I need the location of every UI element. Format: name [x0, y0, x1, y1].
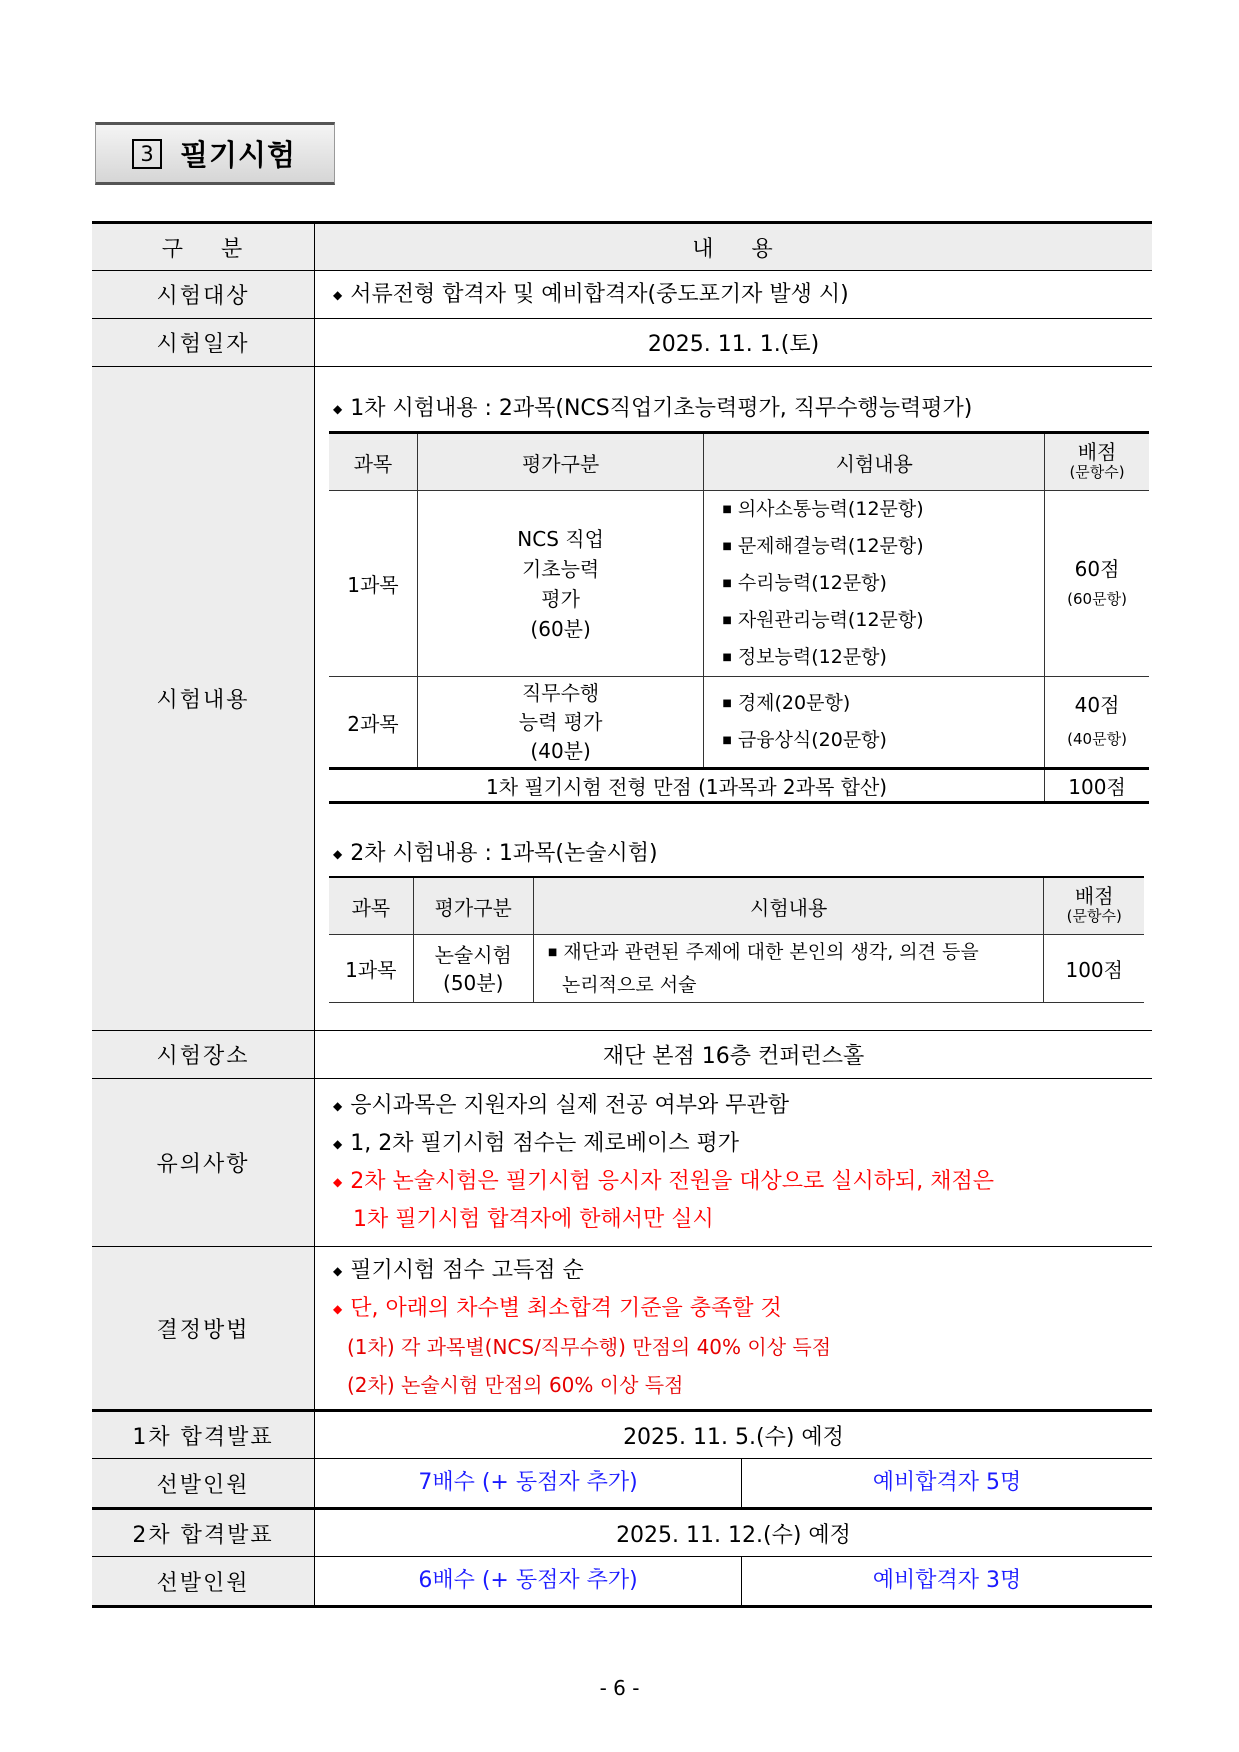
list-item: ■ 자원관리능력(12문항) [722, 609, 924, 631]
list-item: ■ 정보능력(12문항) [722, 646, 887, 668]
select1-values [315, 1459, 1153, 1509]
list-item: ■ 의사소통능력(12문항) [722, 498, 924, 520]
decision-label: 결정방법 [92, 1247, 315, 1411]
diamond-bullet-icon: ◆ [333, 1174, 343, 1189]
header-content: 내 용 [315, 223, 1153, 271]
place-value: 재단 본점 16층 컨퍼런스홀 [315, 1031, 1153, 1079]
diamond-bullet-icon: ◆ [333, 402, 343, 416]
exam1-header-row [329, 433, 1149, 491]
exam1-subject2-score: 40점 (40문항) [1045, 677, 1149, 769]
exam2-subject1-name: 1과목 [329, 935, 413, 1003]
result2-label: 2차 합격발표 [92, 1509, 315, 1557]
date-value: 2025. 11. 1.(토) [315, 319, 1153, 367]
select2-values [315, 1557, 1153, 1607]
list-item-continuation: 논리적으로 서술 [561, 973, 697, 996]
exam2-col-category: 평가구분 [413, 877, 533, 935]
exam1-total-row [329, 769, 1149, 803]
list-item: ■ 금융상식(20문항) [722, 729, 887, 751]
exam2-col-content: 시험내용 [533, 877, 1044, 935]
exam1-subject1-score: 60점 (60문항) [1045, 491, 1149, 677]
select1-right: 예비합격자 5명 [872, 1470, 1022, 1495]
result1-label: 1차 합격발표 [92, 1411, 315, 1459]
result1-value: 2025. 11. 5.(수) 예정 [315, 1411, 1153, 1459]
exam2-subject1-row [329, 935, 1144, 1003]
diamond-bullet-icon: ◆ [333, 287, 343, 302]
exam1-total-label: 1차 필기시험 전형 만점 (1과목과 2과목 합산) [329, 769, 1045, 803]
exam1-col-content: 시험내용 [704, 433, 1045, 491]
decision-red-item: ◆ 단, 아래의 차수별 최소합격 기준을 충족할 것 [333, 1296, 782, 1321]
select1-label: 선발인원 [92, 1459, 315, 1509]
notes-item: ◆ 1, 2차 필기시험 점수는 제로베이스 평가 [333, 1130, 739, 1156]
result2-row [92, 1509, 1152, 1557]
exam2-title: ◆ 2차 시험내용 : 1과목(논술시험) [333, 841, 658, 866]
diamond-bullet-icon: ◆ [333, 847, 343, 861]
exam2-header-row [329, 877, 1144, 935]
decision-content [315, 1247, 1153, 1411]
target-row [92, 271, 1152, 319]
diamond-bullet-icon: ◆ [333, 1302, 343, 1316]
header-row [92, 223, 1152, 271]
notes-content [315, 1079, 1153, 1247]
diamond-bullet-icon: ◆ [333, 1136, 343, 1151]
notes-red-item-continuation: 1차 필기시험 합격자에 한해서만 실시 [353, 1206, 714, 1232]
decision-sub1: (1차) 각 과목별(NCS/직무수행) 만점의 40% 이상 득점 [347, 1335, 832, 1359]
decision-item: ◆ 필기시험 점수 고득점 순 [333, 1258, 584, 1283]
list-item: ■ 문제해결능력(12문항) [722, 535, 924, 557]
list-item: ■ 재단과 관련된 주제에 대한 본인의 생각, 의견 등을 [547, 940, 979, 963]
exam1-col-score: 배점 (문항수) [1045, 433, 1149, 491]
exam2-subject1-score: 100점 [1044, 935, 1144, 1003]
exam1-subject1-name: 1과목 [329, 491, 417, 677]
result1-row [92, 1411, 1152, 1459]
exam2-table [329, 876, 1144, 1003]
exam2-col-score: 배점 (문항수) [1044, 877, 1144, 935]
content-label: 시험내용 [92, 367, 315, 1031]
section-number: 3 [132, 139, 162, 169]
exam2-col-subject: 과목 [329, 877, 413, 935]
diamond-bullet-icon: ◆ [333, 1098, 343, 1113]
select1-row [92, 1459, 1152, 1509]
place-row [92, 1031, 1152, 1079]
exam2-subject1-items [533, 935, 1044, 1003]
notes-label: 유의사항 [92, 1079, 315, 1247]
target-value: ◆ 서류전형 합격자 및 예비합격자(중도포기자 발생 시) [315, 271, 1153, 319]
exam1-subject1-category: NCS 직업 기초능력 평가 (60분) [417, 491, 704, 677]
exam1-subject1-row [329, 491, 1149, 677]
exam1-subject2-items [704, 677, 1045, 769]
result2-value: 2025. 11. 12.(수) 예정 [315, 1509, 1153, 1557]
content-cell [315, 367, 1153, 1031]
notes-red-item: ◆ 2차 논술시험은 필기시험 응시자 전원을 대상으로 실시하되, 채점은 [333, 1168, 994, 1194]
exam1-subject2-name: 2과목 [329, 677, 417, 769]
list-item: ■ 수리능력(12문항) [722, 572, 887, 594]
select2-label: 선발인원 [92, 1557, 315, 1607]
select2-left: 6배수 (+ 동점자 추가) [315, 1557, 742, 1605]
list-item: ■ 경제(20문항) [722, 692, 851, 714]
target-label: 시험대상 [92, 271, 315, 319]
diamond-bullet-icon: ◆ [333, 1264, 343, 1278]
exam1-col-category: 평가구분 [417, 433, 704, 491]
section-title-text: 필기시험 [180, 138, 297, 172]
exam1-col-subject: 과목 [329, 433, 417, 491]
decision-row [92, 1247, 1152, 1411]
notes-item: ◆ 응시과목은 지원자의 실제 전공 여부와 무관함 [333, 1092, 789, 1118]
notes-row [92, 1079, 1152, 1247]
select2-right: 예비합격자 3명 [872, 1568, 1022, 1593]
content-row [92, 367, 1152, 1031]
page-number: - 6 - [599, 1676, 640, 1700]
exam1-table [329, 431, 1149, 804]
decision-sub2: (2차) 논술시험 만점의 60% 이상 득점 [347, 1373, 684, 1397]
exam1-subject2-category: 직무수행 능력 평가 (40분) [417, 677, 704, 769]
section-title [95, 122, 335, 185]
exam-info-table [92, 221, 1152, 1608]
exam1-subject1-items [704, 491, 1045, 677]
date-row [92, 319, 1152, 367]
date-label: 시험일자 [92, 319, 315, 367]
exam1-total-score: 100점 [1045, 769, 1149, 803]
exam1-title: ◆ 1차 시험내용 : 2과목(NCS직업기초능력평가, 직무수행능력평가) [333, 396, 973, 421]
select2-row [92, 1557, 1152, 1607]
exam1-subject2-row [329, 677, 1149, 769]
place-label: 시험장소 [92, 1031, 315, 1079]
header-label: 구 분 [92, 223, 315, 271]
select1-left: 7배수 (+ 동점자 추가) [315, 1459, 742, 1507]
exam2-subject1-category: 논술시험 (50분) [413, 935, 533, 1003]
